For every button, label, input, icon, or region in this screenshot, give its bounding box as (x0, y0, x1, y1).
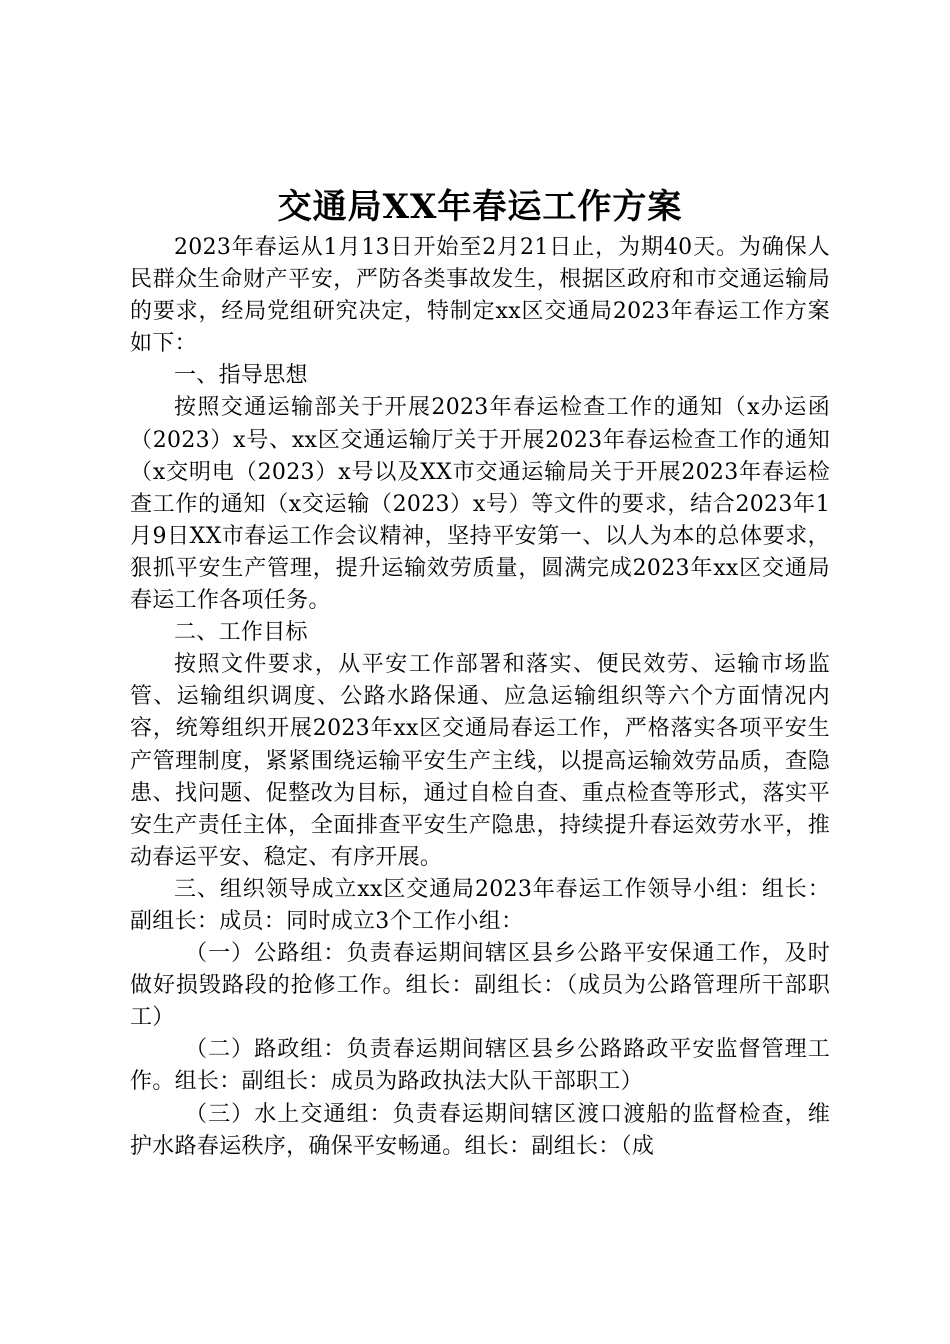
guiding-ideology-paragraph: 按照交通运输部关于开展2023年春运检查工作的通知（x办运函（2023）x号、xx区交通运输厅关于开展2023年春运检查工作的通知（x交明电（2023）x号以及XX市交通运输局关于开展2023年春运检查工作的通知（x交运输（2023）x号）等文件的要求，结合2023年1月9日XX市春运工作会议精神，坚持平安第一、以人为本的总体要求，狠抓平安生产管理，提升运输效劳质量，圆满完成2023年xx区交通局春运工作各项任务。 (130, 395, 830, 614)
water-traffic-group-paragraph: （三）水上交通组：负责春运期间辖区渡口渡船的监督检查，维护水路春运秩序，确保平安畅通。组长：副组长：（成 (130, 1101, 830, 1159)
work-goals-paragraph: 按照文件要求，从平安工作部署和落实、便民效劳、运输市场监管、运输组织调度、公路水路保通、应急运输组织等六个方面情况内容，统筹组织开展2023年xx区交通局春运工作，严格落实各项平安生产管理制度，紧紧围绕运输平安生产主线，以提高运输效劳品质，查隐患、找问题、促整改为目标，通过自检自查、重点检查等形式，落实平安生产责任主体，全面排查平安生产隐患，持续提升春运效劳水平，推动春运平安、稳定、有序开展。 (130, 652, 830, 870)
section-heading-work-goals: 二、工作目标 (174, 620, 308, 646)
organization-paragraph: 三、组织领导成立xx区交通局2023年春运工作领导小组：组长：副组长：成员：同时成立3个工作小组： (130, 876, 830, 934)
road-administration-group-paragraph: （二）路政组：负责春运期间辖区县乡公路路政平安监督管理工作。组长：副组长：成员为路政执法大队干部职工） (130, 1037, 830, 1095)
document-title: 交通局XX年春运工作方案 (277, 187, 683, 227)
highway-group-paragraph: （一）公路组：负责春运期间辖区县乡公路平安保通工作，及时做好损毁路段的抢修工作。组长：副组长：（成员为公路管理所干部职工） (130, 941, 830, 1031)
document-page (130, 184, 830, 1163)
section-heading-guiding-ideology: 一、指导思想 (174, 363, 308, 389)
intro-paragraph: 2023年春运从1月13日开始至2月21日止，为期40天。为确保人民群众生命财产平安，严防各类事故发生，根据区政府和市交通运输局的要求，经局党组研究决定，特制定xx区交通局2023年春运工作方案如下： (130, 235, 830, 357)
